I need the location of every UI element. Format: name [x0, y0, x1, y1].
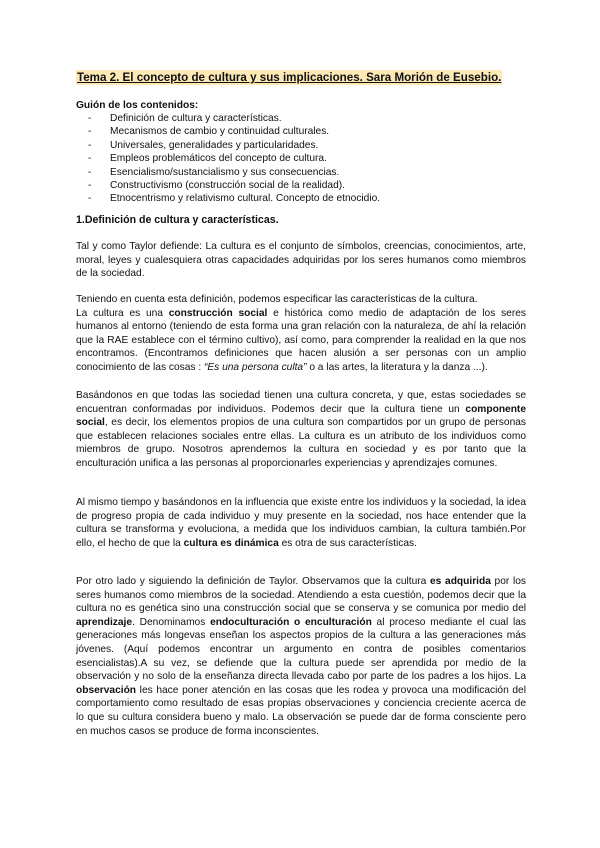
list-dash: -: [88, 193, 92, 205]
list-item-text: Definición de cultura y características.: [110, 113, 282, 124]
list-item: [88, 166, 380, 179]
contents-heading: Guión de los contenidos:: [76, 100, 199, 111]
list-dash: -: [88, 126, 92, 138]
bold-term: es adquirida: [430, 576, 491, 587]
paragraph-acquired: [76, 575, 526, 738]
paragraph-text: . Denominamos: [132, 616, 211, 628]
list-item: [88, 112, 380, 125]
paragraph-social-component: [76, 389, 526, 471]
paragraph-text: Por otro lado y siguiendo la definición de Taylor. Observamos que la cultura: [76, 576, 431, 587]
bold-term: observación: [76, 684, 137, 696]
paragraph-characteristics: [76, 293, 526, 375]
document-title: Tema 2. El concepto de cultura y sus implicaciones. Sara Morión de Eusebio.: [77, 71, 502, 84]
list-dash: -: [88, 139, 92, 151]
list-item: [88, 125, 380, 138]
paragraph-text: Al mismo tiempo y basándonos en la influencia que existe entre los individuos y la sociedad, la idea de progreso propia de cada individuo y muy presente en la sociedad, nos hace entender que la cultura se transforma y evoluciona, a medida que los individuos cambian, la cultura también.Por ello, el hecho de que la: [76, 497, 526, 549]
paragraph-text: La cultura es una: [76, 307, 169, 319]
italic-quote: “Es una persona culta”: [203, 361, 307, 373]
paragraph-text: e histórica como medio de adaptación de los seres humanos al entorno (teniendo de esta forma una gran relación con la naturaleza, de ahí la relación que la RAE establece con el término cultivo), así como, para comprender la realidad en la que nos encontramos. (Encontramos definiciones que hacen alusión a ser personas con un amplio conocimiento de las cosas :: [76, 307, 526, 373]
list-item: [88, 192, 380, 205]
bold-term: aprendizaje: [76, 616, 133, 628]
list-item: [88, 152, 380, 165]
paragraph-text: les hace poner atención en las cosas que les rodea y provoca una modificación del comportamiento como resultado de esas propias observaciones y conciencia creciente acerca de lo que su cultura considera bueno y malo. La observación se puede dar de forma consciente pero en muchos casos se produce de forma inconscientes.: [76, 684, 526, 737]
list-item-text: Mecanismos de cambio y continuidad culturales.: [110, 126, 330, 138]
list-dash: -: [88, 179, 92, 191]
list-item-text: Constructivismo (construcción social de la realidad).: [110, 179, 345, 191]
list-item: [88, 179, 380, 192]
paragraph-text: es otra de sus características.: [278, 537, 417, 549]
paragraph-text: Teniendo en cuenta esta definición, podemos especificar las características de la cultura.: [76, 294, 478, 305]
list-dash: -: [88, 166, 92, 178]
paragraph-dynamic: [76, 496, 526, 550]
section-heading: 1.Definición de cultura y características.: [76, 214, 279, 226]
paragraph-text: Basándonos en que todas las sociedad tienen una cultura concreta, y que, estas sociedades se encuentran conformadas por individuos. Podemos decir que la cultura tiene un: [76, 390, 526, 415]
paragraph-text: o a las artes, la literatura y la danza ...).: [306, 361, 488, 373]
contents-list: [88, 112, 380, 206]
list-item-text: Empleos problemáticos del concepto de cultura.: [110, 153, 327, 165]
list-dash: -: [88, 153, 92, 165]
paragraph-text: al proceso mediante el cual las generaciones más longevas enseñan los aspectos propios de la cultura a las generaciones más jóvenes. (Aquí podemos encontrar un argumento en contra de posibles comentarios esencialistas).A su vez, se defiende que la cultura puede ser aprendida por medio de la observación y no solo de la enseñanza directa llevada cabo por parte de los padres a los hijos. La: [76, 616, 526, 683]
bold-term: componente social: [76, 403, 526, 429]
bold-term: cultura es dinámica: [183, 537, 279, 549]
paragraph-text: , es decir, los elementos propios de una cultura son compartidos por un grupo de personas que establecen relaciones sociales entre ellas. La cultura es un atributo de los individuos como miembros de grupo. Nosotros aprendemos la cultura en sociedad y es por tanto que la enculturación unifica a las personas al proporcionarles experiencias y aprendizajes comunes.: [76, 417, 526, 469]
list-item-text: Universales, generalidades y particularidades.: [110, 139, 319, 151]
bold-term: endoculturación o enculturación: [210, 616, 372, 628]
list-item: [88, 139, 380, 152]
paragraph-text: por los seres humanos como miembros de la sociedad. Atendiendo a esta cuestión, podemos decir que la cultura no es genética sino una construcción social que se conserva y se comunica por medio del: [76, 576, 526, 615]
list-item-text: Esencialismo/sustancialismo y sus consecuencias.: [110, 166, 340, 178]
list-dash: -: [88, 113, 92, 124]
list-item-text: Etnocentrismo y relativismo cultural. Concepto de etnocidio.: [110, 193, 381, 205]
bold-term: construcción social: [168, 307, 268, 319]
paragraph-definition: Tal y como Taylor defiende: La cultura es el conjunto de símbolos, creencias, conocimientos, arte, moral, leyes y cualesquiera otras capacidades adquiridas por los seres humanos como miembros de la sociedad.: [76, 241, 526, 280]
